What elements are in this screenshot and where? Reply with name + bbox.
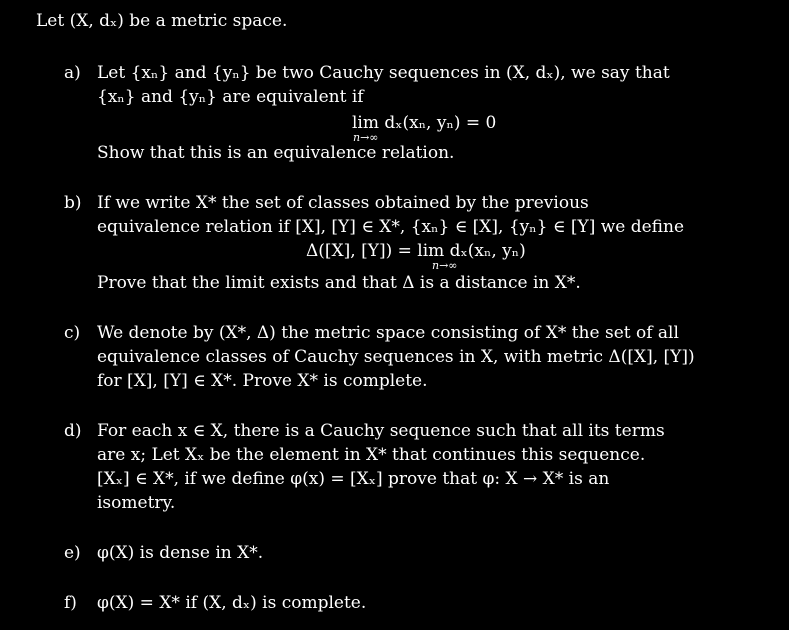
item-a-line-2: {xₙ} and {yₙ} are equivalent if xyxy=(97,87,364,107)
item-f-label: f) xyxy=(64,593,77,613)
item-d-line-4: isometry. xyxy=(97,493,176,513)
item-d-line-2: are x; Let Xₓ be the element in X* that continues this sequence. xyxy=(97,445,646,465)
item-d-label: d) xyxy=(64,421,82,441)
item-b-line-2: equivalence relation if [X], [Y] ∈ X*, {xₙ} ∈ [X], {yₙ} ∈ [Y] we define xyxy=(97,217,685,237)
item-f-line-1: φ(X) = X* if (X, dₓ) is complete. xyxy=(97,593,367,613)
item-e-line-1: φ(X) is dense in X*. xyxy=(97,543,264,563)
item-d-line-1: For each x ∈ X, there is a Cauchy sequence such that all its terms xyxy=(97,421,665,441)
intro-line: Let (X, dₓ) be a metric space. xyxy=(36,11,288,31)
item-a-label: a) xyxy=(64,63,81,83)
item-c-line-3: for [X], [Y] ∈ X*. Prove X* is complete. xyxy=(97,371,428,391)
item-b-after: Prove that the limit exists and that Δ is a distance in X*. xyxy=(97,273,581,293)
item-b-line-1: If we write X* the set of classes obtained by the previous xyxy=(97,193,589,213)
item-e-label: e) xyxy=(64,543,81,563)
item-d-line-3: [Xₓ] ∈ X*, if we define φ(x) = [Xₓ] prove that φ: X → X* is an xyxy=(97,469,610,489)
item-c-label: c) xyxy=(64,323,81,343)
item-a-formula-sub: n→∞ xyxy=(353,131,379,144)
item-a-after: Show that this is an equivalence relation. xyxy=(97,143,455,163)
item-a-line-1: Let {xₙ} and {yₙ} be two Cauchy sequences in (X, dₓ), we say that xyxy=(97,63,670,83)
item-a-formula: lim dₓ(xₙ, yₙ) = 0 xyxy=(352,113,497,133)
item-b-formula: Δ([X], [Y]) = lim dₓ(xₙ, yₙ) xyxy=(306,241,526,261)
item-b-formula-sub: n→∞ xyxy=(432,259,458,272)
item-c-line-2: equivalence classes of Cauchy sequences in X, with metric Δ([X], [Y]) xyxy=(97,347,695,367)
item-c-line-1: We denote by (X*, Δ) the metric space consisting of X* the set of all xyxy=(97,323,679,343)
item-b-label: b) xyxy=(64,193,82,213)
